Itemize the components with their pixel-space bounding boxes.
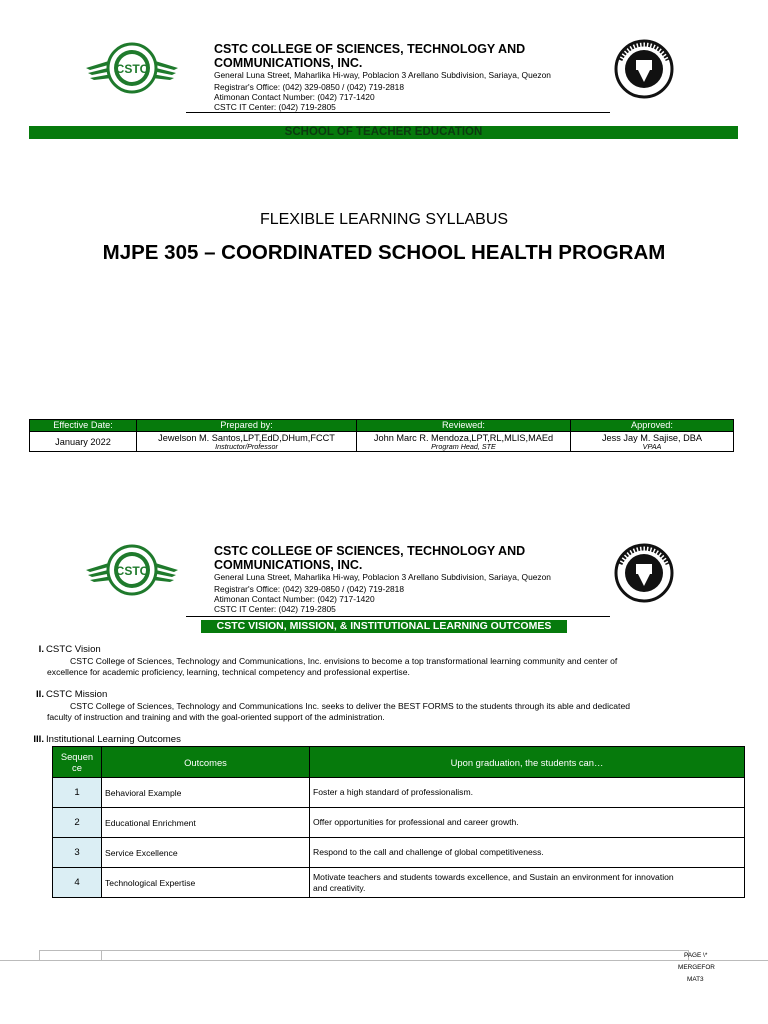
course-title: MJPE 305 – COORDINATED SCHOOL HEALTH PROGRAM [102, 241, 666, 264]
vision-title: CSTC Vision [46, 644, 101, 655]
vision-heading [34, 644, 101, 655]
registrar-line-2: Registrar's Office: (042) 329-0850 / (042) 719-2818 [214, 584, 404, 594]
cstc-logo-icon [84, 40, 180, 96]
college-name-2 [214, 544, 525, 572]
description-cell: Foster a high standard of professionalism. [310, 778, 745, 808]
seq-cell: 1 [53, 778, 102, 808]
college-name-line2: COMMUNICATIONS, INC. [214, 56, 363, 70]
outcome-cell: Technological Expertise [102, 868, 310, 898]
outcome-cell: Behavioral Example [102, 778, 310, 808]
mission-numeral: II. [36, 689, 44, 700]
mission-title: CSTC Mission [46, 689, 108, 700]
col-sequence-line1: Sequen [60, 751, 94, 762]
description-line2: and creativity. [313, 882, 366, 893]
school-of-teacher-education-logo-icon [614, 542, 674, 604]
college-name-line1: CSTC COLLEGE OF SCIENCES, TECHNOLOGY AND [214, 544, 526, 558]
prepared-by-role: Instructor/Professor [215, 441, 278, 451]
header-approved: Approved: [571, 420, 734, 432]
footer-box-divider [101, 950, 102, 960]
it-center-line-2: CSTC IT Center: (042) 719-2805 [214, 604, 336, 614]
atimonan-line-2: Atimonan Contact Number: (042) 717-1420 [214, 594, 375, 604]
school-bar: SCHOOL OF TEACHER EDUCATION [29, 126, 738, 139]
reviewed-name: John Marc R. Mendoza,LPT,RL,MLIS,MAEd [373, 432, 554, 443]
seq-cell: 2 [53, 808, 102, 838]
seq-cell: 4 [53, 868, 102, 898]
prepared-by-cell [137, 432, 357, 452]
syllabus-kind: FLEXIBLE LEARNING SYLLABUS [259, 211, 509, 228]
outcome-cell: Educational Enrichment [102, 808, 310, 838]
table-row [53, 808, 745, 838]
approved-role: VPAA [642, 441, 662, 451]
seq-cell: 3 [53, 838, 102, 868]
atimonan-line: Atimonan Contact Number: (042) 717-1420 [214, 92, 375, 102]
effective-date-value: January 2022 [30, 432, 137, 452]
outcome-cell: Service Excellence [102, 838, 310, 868]
footer-merge-field: MERGEFOR [678, 964, 715, 971]
table-row [53, 868, 745, 898]
ilo-title: Institutional Learning Outcomes [46, 734, 181, 745]
header-reviewed: Reviewed: [357, 420, 571, 432]
col-sequence-line2: ce [72, 762, 82, 773]
vmo-bar: CSTC VISION, MISSION, & INSTITUTIONAL LEARNING OUTCOMES [201, 620, 567, 633]
col-description: Upon graduation, the students can… [310, 747, 745, 778]
header-rule-2 [186, 616, 610, 617]
header-block-2 [0, 536, 768, 626]
vision-text-line2: excellence for academic proficiency, learning, technical competency and professional expertise. [47, 667, 410, 677]
footer-mat-field: MAT3 [687, 976, 704, 983]
col-sequence [53, 747, 102, 778]
vision-text-line1: CSTC College of Sciences, Technology and Communications, Inc. envisions to become a top transformational learning community and center of [70, 656, 618, 666]
header-effective-date: Effective Date: [30, 420, 137, 432]
ilo-heading [31, 734, 181, 745]
college-name-line1: CSTC COLLEGE OF SCIENCES, TECHNOLOGY AND [214, 42, 526, 56]
header-prepared-by: Prepared by: [137, 420, 357, 432]
mission-text-line1: CSTC College of Sciences, Technology and Communications Inc. seeks to deliver the BEST FORMS to the students through its able and dedicated [70, 701, 631, 711]
signature-table [29, 419, 734, 452]
it-center-line: CSTC IT Center: (042) 719-2805 [214, 102, 336, 112]
description-cell [310, 868, 745, 898]
description-cell: Respond to the call and challenge of global competitiveness. [310, 838, 745, 868]
description-cell: Offer opportunities for professional and career growth. [310, 808, 745, 838]
svg-text:CSTC: CSTC [115, 62, 149, 76]
cstc-logo-icon [84, 542, 180, 598]
college-name-line2: COMMUNICATIONS, INC. [214, 558, 363, 572]
college-address: General Luna Street, Maharlika Hi-way, Poblacion 3 Arellano Subdivision, Sariaya, Quezon [214, 70, 551, 80]
header-block [0, 0, 768, 120]
header-rule [186, 112, 610, 113]
college-address-2: General Luna Street, Maharlika Hi-way, Poblacion 3 Arellano Subdivision, Sariaya, Quezon [214, 572, 551, 582]
school-of-teacher-education-logo-icon [614, 38, 674, 100]
approved-cell [571, 432, 734, 452]
svg-text:CSTC: CSTC [115, 564, 149, 578]
reviewed-role: Program Head, STE [431, 441, 496, 451]
mission-text-line2: faculty of instruction and training and with the goal-oriented support of the administration. [47, 712, 385, 722]
table-row [53, 778, 745, 808]
col-outcomes: Outcomes [102, 747, 310, 778]
footer-box [39, 950, 689, 961]
college-name [214, 42, 525, 70]
mission-heading [34, 689, 107, 700]
table-row [53, 838, 745, 868]
reviewed-cell [357, 432, 571, 452]
description-line1: Motivate teachers and students towards excellence, and Sustain an environment for innovation [313, 871, 674, 882]
footer-page-field: PAGE \* [684, 952, 708, 959]
registrar-line: Registrar's Office: (042) 329-0850 / (042) 719-2818 [214, 82, 404, 92]
vision-numeral: I. [38, 644, 44, 655]
approved-name: Jess Jay M. Sajise, DBA [601, 432, 703, 443]
ilo-numeral: III. [33, 734, 44, 745]
ilo-table [52, 746, 745, 898]
prepared-by-name: Jewelson M. Santos,LPT,EdD,DHum,FCCT [158, 432, 335, 443]
